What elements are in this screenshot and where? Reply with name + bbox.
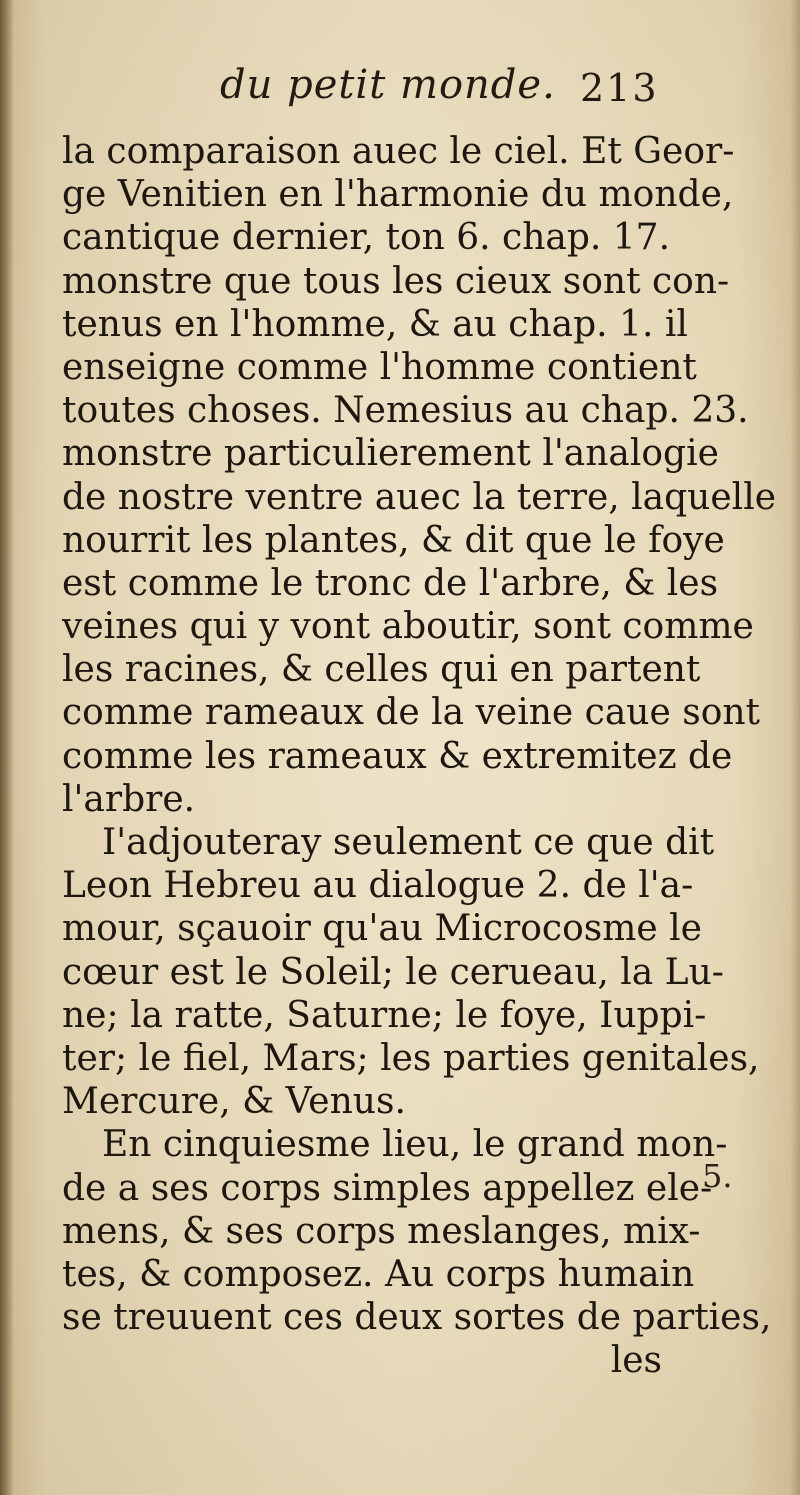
text-line: ne; la ratte, Saturne; le foye, Iuppi- — [62, 994, 707, 1036]
text-line: cœur est le Soleil; le cerueau, la Lu- — [62, 951, 724, 993]
text-line: comme les rameaux & extremitez de — [62, 735, 733, 777]
text-line: tes, & composez. Au corps humain — [62, 1253, 695, 1295]
text-line: est comme le tronc de l'arbre, & les — [62, 562, 719, 604]
text-line: monstre particulierement l'analogie — [62, 433, 719, 475]
text-line: nourrit les plantes, & dit que le foye — [62, 519, 725, 561]
text-line: de nostre ventre auec la terre, laquelle — [62, 476, 777, 518]
text-line: la comparaison auec le ciel. Et Geor- — [62, 131, 735, 172]
text-line: toutes choses. Nemesius au chap. 23. — [62, 390, 749, 432]
text-line: comme rameaux de la veine caue sont — [62, 692, 761, 734]
text-line: se treuuent ces deux sortes de parties, — [62, 1297, 772, 1339]
page-header — [60, 62, 760, 122]
text-line: de a ses corps simples appellez ele- — [62, 1167, 713, 1209]
text-line: mens, & ses corps meslanges, mix- — [62, 1210, 701, 1252]
running-head: du petit monde. — [220, 62, 556, 108]
text-line: veines qui y vont aboutir, sont comme — [62, 606, 754, 648]
margin-note: 5. — [702, 1157, 733, 1195]
page-gutter — [0, 0, 14, 1495]
text-line: ter; le fiel, Mars; les parties genitales, — [62, 1037, 760, 1079]
text-line: cantique dernier, ton 6. chap. 17. — [62, 217, 671, 259]
text-line: monstre que tous les cieux sont con- — [62, 260, 730, 302]
text-line: Mercure, & Venus. — [62, 1081, 406, 1123]
catchword: les — [610, 1340, 662, 1382]
text-line: En cinquiesme lieu, le grand mon- — [102, 1124, 728, 1166]
body-text — [62, 130, 777, 1382]
text-line: enseigne comme l'homme contient — [62, 346, 697, 388]
text-line: tenus en l'homme, & au chap. 1. il — [62, 303, 688, 345]
page-edge — [790, 0, 800, 1495]
text-line: I'adjouteray seulement ce que dit — [102, 822, 715, 863]
text-line: les racines, & celles qui en partent — [62, 649, 701, 691]
page-number: 213 — [580, 66, 659, 110]
text-line: mour, sçauoir qu'au Microcosme le — [62, 908, 702, 950]
text-line: Leon Hebreu au dialogue 2. de l'a- — [62, 865, 694, 907]
text-line: l'arbre. — [62, 778, 196, 820]
text-line: ge Venitien en l'harmonie du monde, — [62, 174, 734, 216]
